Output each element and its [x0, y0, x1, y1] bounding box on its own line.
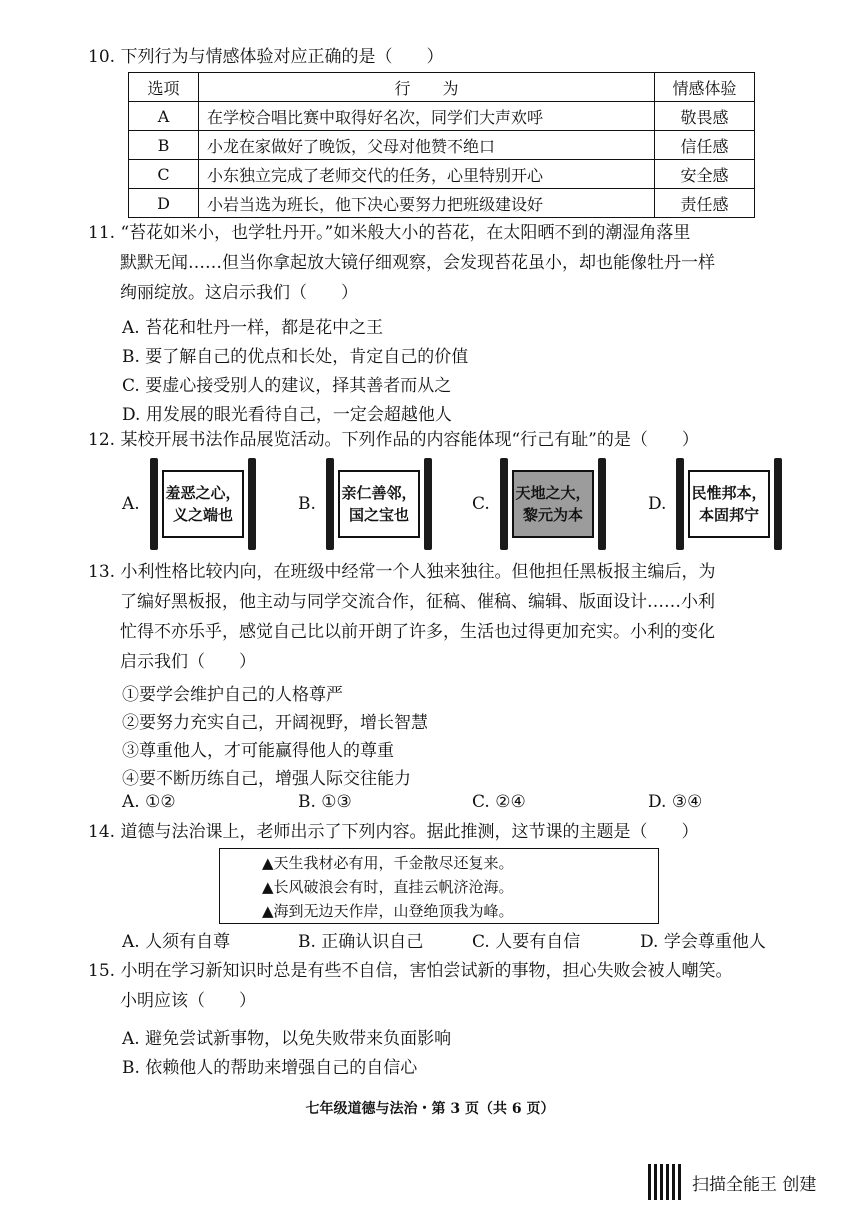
question-13-item-4: ④要不断历练自己，增强人际交往能力 [122, 769, 411, 789]
stem-line: 11. “苔花如米小，也学牡丹开。”如米般大小的苔花，在太阳晒不到的潮湿角落里 [88, 223, 691, 243]
table-cell-option: B [129, 131, 199, 160]
scroll-paper [338, 470, 420, 538]
stem-line: 忙得不亦乐乎，感觉自己比以前开朗了许多，生活也过得更加充实。小利的变化 [120, 622, 715, 642]
question-14-option-d: D. 学会尊重他人 [640, 932, 766, 952]
scroll-option-c [472, 458, 622, 550]
question-12-stem: 12. 某校开展书法作品展览活动。下列作品的内容能体现“行己有耻”的是（ ） [88, 430, 699, 450]
table-row [129, 102, 755, 131]
question-14-option-b: B. 正确认识自己 [298, 932, 424, 952]
question-15-stem [88, 956, 818, 1016]
table-cell-option: A [129, 102, 199, 131]
question-13-item-1: ①要学会维护自己的人格尊严 [122, 685, 343, 705]
question-14-option-c: C. 人要有自信 [472, 932, 581, 952]
question-13-option-d: D. ③④ [648, 792, 703, 812]
scroll-rod-left [500, 458, 508, 550]
question-14-quote-box [219, 848, 659, 924]
scroll-text-line: 羞恶之心， [165, 484, 241, 502]
scroll-rod-left [676, 458, 684, 550]
question-13-stem [88, 557, 818, 677]
quote-line: ▲长风破浪会有时，直挂云帆济沧海。 [262, 878, 514, 896]
stem-line: 默默无闻……但当你拿起放大镜仔细观察，会发现苔花虽小，却也能像牡丹一样 [120, 253, 715, 273]
scroll-text-line: 国之宝也 [348, 506, 409, 524]
qr-code-icon [648, 1164, 684, 1200]
table-cell-feeling: 敬畏感 [655, 102, 755, 131]
scroll-letter: A. [122, 494, 140, 514]
table-header-behavior: 行 为 [199, 73, 655, 102]
scroll-text-line: 民惟邦本， [691, 484, 767, 502]
table-header-option: 选项 [129, 73, 199, 102]
table-cell-option: C [129, 160, 199, 189]
stem-line: 了编好黑板报，他主动与同学交流合作，征稿、催稿、编辑、版面设计……小利 [120, 592, 715, 612]
question-11-option-c: C. 要虚心接受别人的建议，择其善者而从之 [122, 376, 452, 396]
question-13-item-3: ③尊重他人，才可能赢得他人的尊重 [122, 741, 394, 761]
scroll-rod-right [598, 458, 606, 550]
scroll-option-b [298, 458, 448, 550]
table-row [129, 131, 755, 160]
table-cell-option: D [129, 189, 199, 218]
stem-line: 小明应该（ ） [120, 991, 256, 1011]
scroll-paper [162, 470, 244, 538]
scroll-rod-right [248, 458, 256, 550]
table-cell-behavior: 小东独立完成了老师交代的任务，心里特别开心 [199, 160, 655, 189]
scroll-rod-left [150, 458, 158, 550]
stem-line: 13. 小利性格比较内向，在班级中经常一个人独来独往。但他担任黑板报主编后，为 [88, 562, 716, 582]
table-cell-behavior: 小岩当选为班长，他下决心要努力把班级建设好 [199, 189, 655, 218]
table-header-feeling: 情感体验 [655, 73, 755, 102]
question-14-stem: 14. 道德与法治课上，老师出示了下列内容。据此推测，这节课的主题是（ ） [88, 822, 699, 842]
stem-line: 启示我们（ ） [120, 652, 256, 672]
table-cell-feeling: 信任感 [655, 131, 755, 160]
scroll-letter: B. [298, 494, 316, 514]
scanner-brand-label: 扫描全能王 创建 [692, 1175, 817, 1195]
table-cell-feeling: 责任感 [655, 189, 755, 218]
table-row [129, 160, 755, 189]
question-11-stem [88, 218, 818, 308]
scroll-paper [512, 470, 594, 538]
table-cell-behavior: 在学校合唱比赛中取得好名次，同学们大声欢呼 [199, 102, 655, 131]
question-15-option-a: A. 避免尝试新事物，以免失败带来负面影响 [122, 1029, 452, 1049]
scroll-rod-left [326, 458, 334, 550]
question-13-option-c: C. ②④ [472, 792, 526, 812]
scroll-text-line: 黎元为本 [522, 506, 583, 524]
question-11-option-a: A. 苔花和牡丹一样，都是花中之王 [122, 318, 384, 338]
question-13-option-a: A. ①② [122, 792, 176, 812]
table-row [129, 189, 755, 218]
page-footer: 七年级道德与法治・第 3 页（共 6 页） [305, 1101, 555, 1117]
question-13-option-b: B. ①③ [298, 792, 352, 812]
question-10-table [128, 72, 755, 218]
scroll-option-a [122, 458, 272, 550]
scroll-text-line: 亲仁善邻， [341, 484, 417, 502]
question-11-option-b: B. 要了解自己的优点和长处，肯定自己的价值 [122, 347, 469, 367]
scroll-letter: C. [472, 494, 490, 514]
scroll-paper [688, 470, 770, 538]
question-11-option-d: D. 用发展的眼光看待自己，一定会超越他人 [122, 405, 452, 425]
question-14-option-a: A. 人须有自尊 [122, 932, 231, 952]
stem-line: 绚丽绽放。这启示我们（ ） [120, 283, 358, 303]
stem-line: 15. 小明在学习新知识时总是有些不自信，害怕尝试新的事物，担心失败会被人嘲笑。 [88, 961, 733, 981]
question-13-item-2: ②要努力充实自己，开阔视野，增长智慧 [122, 713, 428, 733]
scroll-text-line: 天地之大， [515, 484, 591, 502]
question-15-option-b: B. 依赖他人的帮助来增强自己的自信心 [122, 1058, 418, 1078]
table-cell-behavior: 小龙在家做好了晚饭，父母对他赞不绝口 [199, 131, 655, 160]
quote-line: ▲海到无边天作岸，山登绝顶我为峰。 [262, 902, 514, 920]
table-cell-feeling: 安全感 [655, 160, 755, 189]
scroll-rod-right [424, 458, 432, 550]
quote-line: ▲天生我材必有用，千金散尽还复来。 [262, 854, 514, 872]
scroll-letter: D. [648, 494, 667, 514]
question-10-stem: 10. 下列行为与情感体验对应正确的是（ ） [88, 47, 444, 67]
scroll-rod-right [774, 458, 782, 550]
scroll-text-line: 本固邦宁 [698, 506, 759, 524]
table-header-row [129, 73, 755, 102]
scroll-text-line: 义之端也 [172, 506, 233, 524]
scroll-option-d [648, 458, 798, 550]
